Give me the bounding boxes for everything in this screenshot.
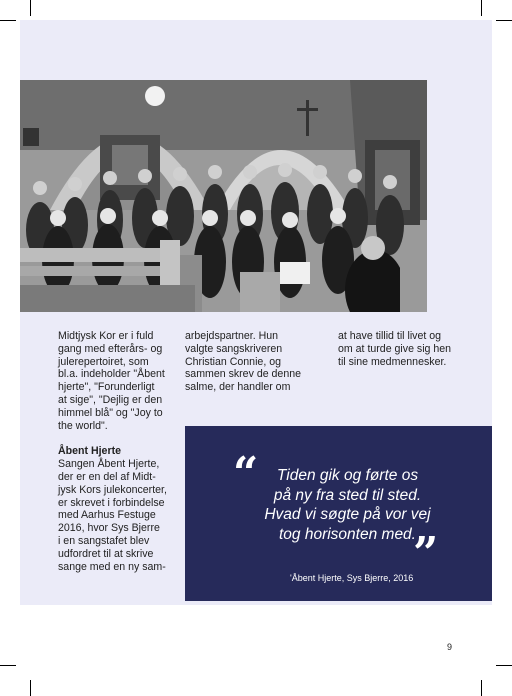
intro-paragraph	[58, 330, 170, 432]
crop-mark	[0, 20, 16, 21]
crop-mark	[481, 0, 482, 16]
crop-mark	[496, 665, 512, 666]
crop-mark	[496, 20, 512, 21]
quote-line: Tiden gik og førte os	[276, 467, 419, 484]
text-line: Sangen Åbent Hjerte,	[58, 458, 160, 471]
body-paragraph	[338, 330, 458, 368]
choir-photo	[20, 80, 427, 312]
crop-mark	[0, 665, 16, 666]
crop-mark	[30, 0, 31, 16]
crop-mark	[30, 680, 31, 696]
text-line: arbejdspartner. Hun	[185, 330, 279, 342]
section-subheading: Åbent Hjerte	[58, 445, 121, 458]
text-line: der er en del af Midt-	[58, 470, 156, 483]
text-line: at sige", "Dejlig er den	[58, 393, 163, 406]
text-line: sammen skrev de denne	[185, 368, 302, 381]
page-number: 9	[447, 642, 453, 652]
text-line: om at turde give sig hen	[338, 342, 452, 355]
text-line: hjerte", "Forunderligt	[58, 381, 155, 394]
text-line: udfordret til at skrive	[58, 547, 154, 560]
text-line: 2016, hvor Sys Bjerre	[58, 522, 160, 535]
quote-line: Hvad vi søgte på vor vej	[264, 506, 431, 523]
body-paragraph	[185, 330, 320, 394]
quote-attribution: 'Åbent Hjerte, Sys Bjerre, 2016	[290, 573, 414, 583]
body-paragraph	[58, 458, 170, 573]
text-line: Midtjysk Kor er i fuld	[58, 330, 154, 342]
close-quote-icon: ”	[413, 528, 439, 579]
quote-line: tog horisonten med.	[278, 525, 416, 543]
pull-quote-box	[185, 426, 492, 601]
text-line: til sine medmennesker.	[338, 355, 447, 368]
text-line: jysk Kors julekoncerter,	[58, 483, 167, 496]
quote-line: på ny fra sted til sted.	[273, 486, 422, 504]
text-line: sange med en ny sam-	[58, 560, 166, 573]
text-line: i en sangstafet blev	[58, 534, 150, 547]
text-line: the world".	[58, 419, 108, 432]
article-column-3	[338, 330, 458, 368]
text-line: valgte sangskriveren	[185, 342, 283, 355]
text-line: salme, der handler om	[185, 381, 291, 394]
text-line: Christian Connie, og	[185, 355, 281, 368]
text-line: gang med efterårs- og	[58, 342, 163, 355]
text-line: med Aarhus Festuge	[58, 509, 156, 522]
text-line: er skrevet i forbindelse	[58, 496, 165, 509]
text-line: himmel blå" og "Joy to	[58, 406, 163, 419]
article-column-1	[58, 330, 170, 573]
open-quote-icon: “	[233, 448, 259, 499]
text-line: at have tillid til livet og	[338, 330, 442, 342]
crop-mark	[481, 680, 482, 696]
text-line: julerepertoiret, som	[58, 355, 149, 368]
text-line: bl.a. indeholder "Åbent	[58, 368, 165, 381]
article-column-2	[185, 330, 320, 394]
